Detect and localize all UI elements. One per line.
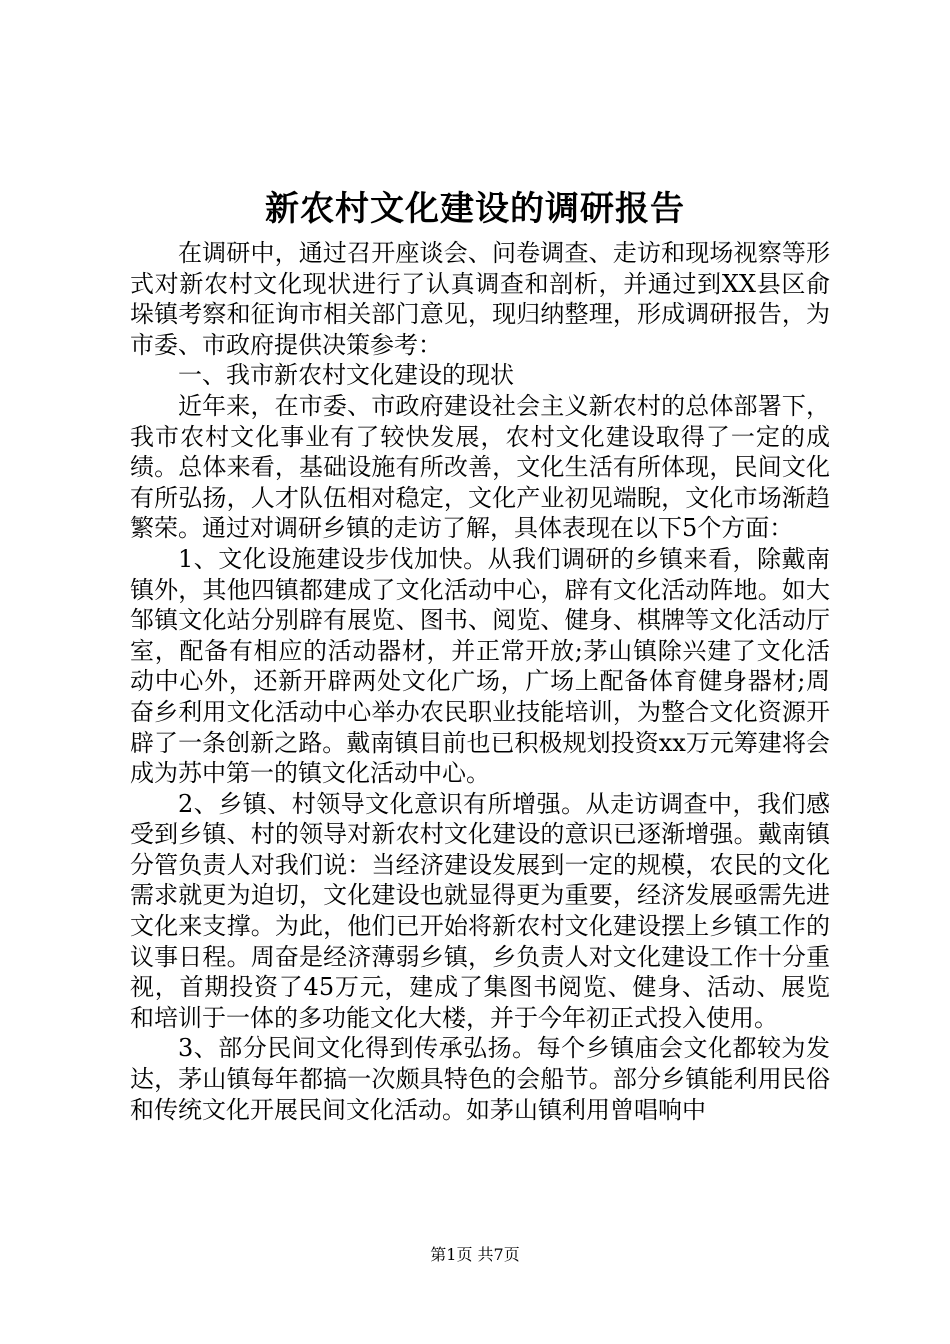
paragraph-item-1: 1、文化设施建设步伐加快。从我们调研的乡镇来看，除戴南镇外，其他四镇都建成了文化活动中心，辟有文化活动阵地。如大邹镇文化站分别辟有展览、图书、阅览、健身、棋牌等文化活动厅室，配备有相应的活动器材，并正常开放;茅山镇除兴建了文化活动中心外，还新开辟两处文化广场，广场上配备体育健身器材;周奋乡利用文化活动中心举办农民职业技能培训，为整合文化资源开辟了一条创新之路。戴南镇目前也已积极规划投资xx万元筹建将会成为苏中第一的镇文化活动中心。 [130,544,830,788]
paragraph-intro: 在调研中，通过召开座谈会、问卷调查、走访和现场视察等形式对新农村文化现状进行了认真调查和剖析，并通过到XX县区俞垛镇考察和征询市相关部门意见，现归纳整理，形成调研报告，为市委、市政府提供决策参考： [130,239,830,359]
section-heading: 一、我市新农村文化建设的现状 [178,361,514,390]
paragraph-item-2: 2、乡镇、村领导文化意识有所增强。从走访调查中，我们感受到乡镇、村的领导对新农村文化建设的意识已逐渐增强。戴南镇分管负责人对我们说：当经济建设发展到一定的规模，农民的文化需求就更为迫切，文化建设也就显得更为重要，经济发展亟需先进文化来支撑。为此，他们已开始将新农村文化建设摆上乡镇工作的议事日程。周奋是经济薄弱乡镇，乡负责人对文化建设工作十分重视，首期投资了45万元，建成了集图书阅览、健身、活动、展览和培训于一体的多功能文化大楼，并于今年初正式投入使用。 [130,789,830,1032]
page-indicator: 第1页 共7页 [430,1245,520,1264]
document-body [130,238,830,1125]
document-title: 新农村文化建设的调研报告 [265,189,685,229]
paragraph-item-3: 3、部分民间文化得到传承弘扬。每个乡镇庙会文化都较为发达，茅山镇每年都搞一次颇具特色的会船节。部分乡镇能利用民俗和传统文化开展民间文化活动。如茅山镇利用曾唱响中 [130,1034,830,1124]
paragraph-overview: 近年来，在市委、市政府建设社会主义新农村的总体部署下，我市农村文化事业有了较快发展，农村文化建设取得了一定的成绩。总体来看，基础设施有所改善，文化生活有所体现，民间文化有所弘扬，人才队伍相对稳定，文化产业初见端睨，文化市场渐趋繁荣。通过对调研乡镇的走访了解，具体表现在以下5个方面： [130,391,830,543]
